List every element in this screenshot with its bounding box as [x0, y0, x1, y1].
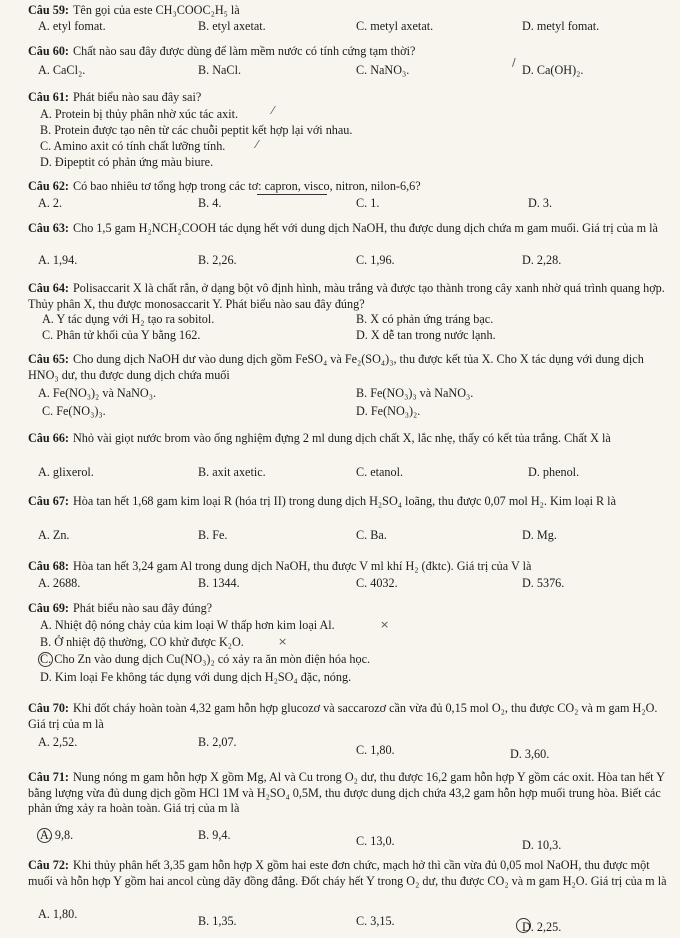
option-b[interactable]: B. 9,4. [198, 828, 231, 842]
option-d[interactable]: D. Đipeptit có phản ứng màu biure. [40, 155, 214, 169]
question-label: Câu 64: [28, 281, 69, 295]
question-stem: Tên gọi của este CH₃COOC₂H₅ là [72, 3, 240, 17]
pen-underline [257, 194, 327, 195]
option-d[interactable]: D. 3,60. [510, 747, 550, 761]
option-d[interactable]: D. Mg. [522, 528, 557, 542]
option-b[interactable]: B. Fe. [198, 528, 228, 542]
option-b[interactable]: B. X có phản ứng tráng bạc. [356, 312, 494, 326]
pen-stroke: ⁄ [256, 138, 258, 151]
option-a[interactable]: A. Nhiệt độ nóng chảy của kim loại W thấp hơn kim loại Al. [40, 618, 335, 632]
option-a[interactable]: A. 9,8. [40, 828, 74, 842]
option-a[interactable]: A. CaCl₂. [38, 63, 86, 77]
option-d[interactable]: D. Fe(NO₃)₂. [356, 404, 421, 418]
question-stem: Khi đốt cháy hoàn toàn 4,32 gam hỗn hợp glucozơ và saccarozơ cần vừa đủ 0,15 mol O₂, thu được CO₂ và m gam H₂O. Giá trị của m là [28, 701, 658, 731]
question-label: Câu 63: [28, 221, 69, 235]
option-b[interactable]: B. Ở nhiệt độ thường, CO khử được K₂O. [40, 635, 244, 649]
option-b[interactable]: B. 2,07. [198, 735, 237, 749]
option-b[interactable]: B. 1,35. [198, 914, 237, 928]
option-b[interactable]: B. Protein được tạo nên từ các chuỗi peptit kết hợp lại với nhau. [40, 123, 353, 137]
pen-cross-mark: × [278, 635, 288, 648]
option-b[interactable]: B. 1344. [198, 576, 240, 590]
option-a[interactable]: A. etyl fomat. [38, 19, 106, 33]
option-c[interactable]: C. 1,96. [356, 253, 395, 267]
question-stem: Nung nóng m gam hỗn hợp X gồm Mg, Al và Cu trong O₂ dư, thu được 16,2 gam hỗn hợp Y gồm các oxit. Hòa tan hết Y bằng lượng vừa đủ dung dịch gồm HCl 1M và H₂SO₄ 0,5M, thu được dung dịch chứa 43,2 gam hỗn hợp muối trung hòa. Biết các phản ứng xảy ra hoàn toàn. Giá trị của m là [28, 770, 665, 815]
option-c[interactable]: C. 13,0. [356, 834, 395, 848]
option-d[interactable]: D. 5376. [522, 576, 565, 590]
option-a[interactable]: A. 2688. [38, 576, 81, 590]
option-c[interactable]: C. Amino axit có tính chất lưỡng tính. [40, 139, 226, 153]
option-c[interactable]: C. NaNO₃. [356, 63, 410, 77]
option-c[interactable]: C. 1,80. [356, 743, 395, 757]
option-a[interactable]: A. glixerol. [38, 465, 94, 479]
pen-check-mark: / [512, 56, 516, 69]
option-c[interactable]: C. 4032. [356, 576, 398, 590]
option-c[interactable]: C. metyl axetat. [356, 19, 434, 33]
question-stem: Hòa tan hết 3,24 gam Al trong dung dịch NaOH, thu được V ml khí H₂ (đktc). Giá trị của V là [72, 559, 532, 573]
option-d[interactable]: D. Kim loại Fe không tác dụng với dung dịch H₂SO₄ đặc, nóng. [40, 670, 352, 684]
question-label: Câu 67: [28, 494, 69, 508]
question-label: Câu 65: [28, 352, 69, 366]
option-a[interactable]: A. Zn. [38, 528, 70, 542]
question-label: Câu 71: [28, 770, 69, 784]
question-label: Câu 70: [28, 701, 69, 715]
option-d[interactable]: D. phenol. [528, 465, 580, 479]
question-label: Câu 59: [28, 3, 69, 17]
option-c[interactable]: C. Cho Zn vào dung dịch Cu(NO₃)₂ có xảy ra ăn mòn điện hóa học. [40, 652, 371, 666]
option-d[interactable]: D. 2,25. [522, 920, 562, 934]
pen-cross-mark: × [380, 618, 390, 631]
question-label: Câu 68: [28, 559, 69, 573]
question-label: Câu 69: [28, 601, 69, 615]
option-d[interactable]: D. 2,28. [522, 253, 562, 267]
question-stem: Polisaccarit X là chất rắn, ở dạng bột vô định hình, màu trắng và được tạo thành trong cây xanh nhờ quá trình quang hợp. Thủy phân X, thu được monosaccarit Y. Phát biểu nào sau đây đúng? [28, 281, 665, 311]
question-label: Câu 61: [28, 90, 69, 104]
option-c[interactable]: C. 1. [356, 196, 380, 210]
question-stem: Có bao nhiêu tơ tổng hợp trong các tơ: capron, visco, nitron, nilon-6,6? [72, 179, 421, 193]
option-d[interactable]: D. metyl fomat. [522, 19, 600, 33]
question-label: Câu 66: [28, 431, 69, 445]
option-d[interactable]: D. Ca(OH)₂. [522, 63, 584, 77]
option-a[interactable]: A. Protein bị thủy phân nhờ xúc tác axit. [40, 107, 239, 121]
option-d[interactable]: D. X dễ tan trong nước lạnh. [356, 328, 496, 342]
question-stem: Cho 1,5 gam H₂NCH₂COOH tác dụng hết với dung dịch NaOH, thu được dung dịch chứa m gam muối. Giá trị của m là [72, 221, 658, 235]
question-stem: Phát biểu nào sau đây sai? [72, 90, 202, 104]
question-label: Câu 72: [28, 858, 69, 872]
question-stem: Chất nào sau đây được dùng để làm mềm nước có tính cứng tạm thời? [72, 44, 416, 58]
option-c[interactable]: C. Phân tử khối của Y bằng 162. [42, 328, 201, 342]
option-a[interactable]: A. Y tác dụng với H₂ tạo ra sobitol. [42, 312, 215, 326]
question-stem: Nhỏ vài giọt nước brom vào ống nghiệm đựng 2 ml dung dịch chất X, lắc nhẹ, thấy có kết tủa trắng. Chất X là [72, 431, 611, 445]
option-a[interactable]: A. 1,94. [38, 253, 78, 267]
option-b[interactable]: B. Fe(NO₃)₃ và NaNO₃. [356, 386, 474, 400]
option-b[interactable]: B. 4. [198, 196, 222, 210]
question-stem: Cho dung dịch NaOH dư vào dung dịch gồm FeSO₄ và Fe₂(SO₄)₃, thu được kết tủa X. Cho X tác dụng với dung dịch HNO₃ dư, thu được dung dịch chứa muối [28, 352, 644, 382]
option-c[interactable]: C. etanol. [356, 465, 404, 479]
option-d[interactable]: D. 10,3. [522, 838, 562, 852]
question-label: Câu 60: [28, 44, 69, 58]
option-c[interactable]: C. 3,15. [356, 914, 395, 928]
option-a[interactable]: A. Fe(NO₃)₂ và NaNO₃. [38, 386, 157, 400]
option-d[interactable]: D. 3. [528, 196, 553, 210]
option-c[interactable]: C. Fe(NO₃)₃. [42, 404, 106, 418]
option-a[interactable]: A. 1,80. [38, 907, 78, 921]
question-stem: Phát biểu nào sau đây đúng? [72, 601, 213, 615]
question-label: Câu 62: [28, 179, 69, 193]
option-b[interactable]: B. NaCl. [198, 63, 241, 77]
option-c[interactable]: C. Ba. [356, 528, 387, 542]
pen-stroke: ⁄ [272, 104, 274, 117]
option-a[interactable]: A. 2,52. [38, 735, 78, 749]
question-stem: Khi thủy phân hết 3,35 gam hỗn hợp X gồm hai este đơn chức, mạch hở thì cần vừa đủ 0,05 mol NaOH, thu được một muối và hỗn hợp Y gồm hai ancol cùng dãy đồng đẳng. Đốt cháy hết Y trong O₂ dư, thu được CO₂ và m gam H₂O. Giá trị của m là [28, 858, 667, 888]
option-b[interactable]: B. 2,26. [198, 253, 237, 267]
option-a[interactable]: A. 2. [38, 196, 63, 210]
option-b[interactable]: B. etyl axetat. [198, 19, 266, 33]
question-stem: Hòa tan hết 1,68 gam kim loại R (hóa trị II) trong dung dịch H₂SO₄ loãng, thu được 0,07 mol H₂. Kim loại R là [72, 494, 616, 508]
option-b[interactable]: B. axit axetic. [198, 465, 266, 479]
